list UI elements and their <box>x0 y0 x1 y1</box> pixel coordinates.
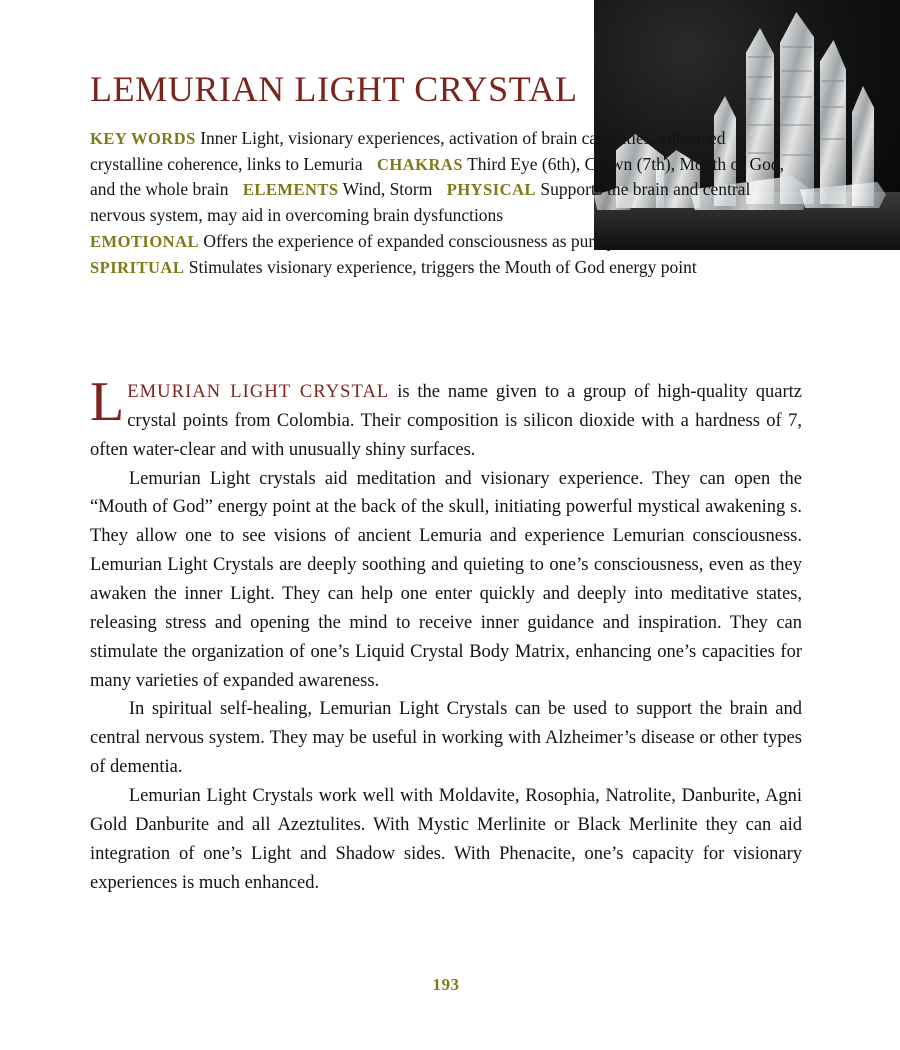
crystal-point <box>820 40 846 204</box>
paragraph-3: In spiritual self-healing, Lemurian Light Crystals can be used to support the brain and central nervous system. They may be useful in working with Alzheimer’s disease or other types of dementia. <box>90 699 802 778</box>
paragraph-1 <box>90 371 802 465</box>
emotional-label: EMOTIONAL <box>90 231 200 251</box>
drop-cap: L <box>90 371 125 433</box>
key-words-label: KEY WORDS <box>90 129 196 148</box>
paragraph-2: Lemurian Light crystals aid meditation and visionary experience. They can open the “Mouth of God” energy point at the back of the skull, initiating powerful mystical awakening s. They allow one to see visions of ancient Lemuria and experience Lemurian consciousness. Lemurian Light Crystals are deeply soothing and quieting to one’s consciousness, even as they awaken the inner Light. They can help one enter quickly and deeply into meditative states, releasing stress and opening the mind to receive inner guidance and inspiration. They can stimulate the organization of one’s Liquid Crystal Body Matrix, enhancing one’s capacities for many varieties of expanded awareness. <box>90 468 802 691</box>
elements-value: Wind, Storm <box>342 179 433 200</box>
paragraph-1-rest: is the name given to a group of high-quality quartz crystal points from Colombia. Their composition is silicon dioxide with a hardness of 7, often water-clear and with unusually shiny surfaces. <box>90 382 802 460</box>
physical-value: Supports the brain and central nervous system, may aid in overcoming brain dysfunctions <box>90 179 751 226</box>
key-attributes-block <box>90 126 802 280</box>
spiritual-value: Stimulates visionary experience, triggers the Mouth of God energy point <box>188 256 697 277</box>
chakras-label: CHAKRAS <box>376 154 463 174</box>
emotional-value: Offers the experience of expanded consciousness as pure pleasure <box>203 230 665 251</box>
key-words-value: Inner Light, visionary experiences, activation of brain capacities, enhanced crystalline coherence, links to Lemuria <box>90 128 726 174</box>
spiritual-label: SPIRITUAL <box>90 257 185 277</box>
opening-smallcaps: EMURIAN LIGHT CRYSTAL <box>127 382 390 402</box>
body-text <box>90 371 802 897</box>
chakras-value: Third Eye (6th), Crown (7th), Mouth of God, and the whole brain <box>90 153 784 200</box>
paragraph-4: Lemurian Light Crystals work well with Moldavite, Rosophia, Natrolite, Danburite, Agni Gold Danburite and all Azeztulites. With Mystic Merlinite or Black Merlinite they can aid integration of one’s Light and Shadow sides. With Phenacite, one’s capacity for visionary experiences is much enhanced. <box>90 786 802 893</box>
physical-label: PHYSICAL <box>446 180 536 200</box>
page-title: LEMURIAN LIGHT CRYSTAL <box>90 69 578 109</box>
page-number: 193 <box>432 975 460 994</box>
elements-label: ELEMENTS <box>242 180 339 200</box>
